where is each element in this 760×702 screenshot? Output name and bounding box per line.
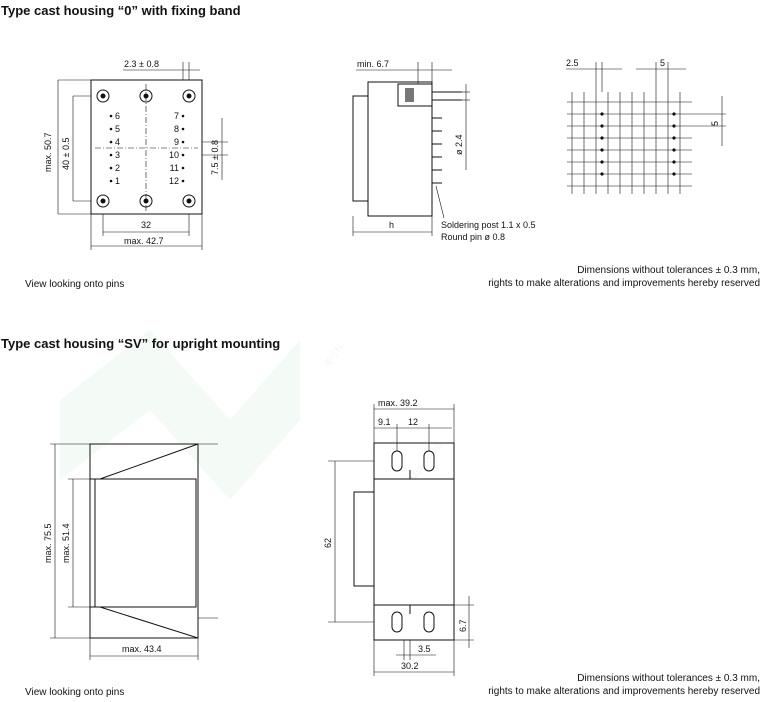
dim-sv-max-depth: max. 43.4 <box>122 644 162 654</box>
sv-bottom-flange <box>374 605 454 640</box>
pin-label-3: 3 <box>115 150 121 160</box>
dim-sv-max-height: max. 75.5 <box>43 523 53 563</box>
dim-pitch-b: 5 <box>710 120 720 126</box>
pin-label-10: 10 <box>168 150 179 160</box>
pin-label-12: 12 <box>168 176 179 186</box>
disclaimer-1-line1: Dimensions without tolerances ± 0.3 mm, <box>577 265 760 276</box>
pin-label-8: 8 <box>173 124 179 134</box>
sv-front-drawing <box>323 398 474 676</box>
dim-sv-base: 30.2 <box>401 661 419 671</box>
pin-label-11: 11 <box>169 163 179 173</box>
dim-sv-foot: 6.7 <box>458 619 468 632</box>
pin-label-5: 5 <box>115 124 121 134</box>
view-note-1: View looking onto pins <box>25 279 125 290</box>
dim-min: min. 6.7 <box>357 59 390 69</box>
post-label-2: Round pin ø 0.8 <box>441 232 506 242</box>
side-housing <box>368 82 432 216</box>
disclaimer-2-line2: rights to make alterations and improvements hereby reserved <box>488 686 760 697</box>
sv-side-inner <box>90 479 196 607</box>
heading-fixing-band: Type cast housing “0” with fixing band <box>1 3 241 18</box>
dim-pitch-a: 5 <box>660 58 666 68</box>
sv-slot-top-left <box>392 451 402 471</box>
pin-label-1: 1 <box>115 176 121 186</box>
pin-label-6: 6 <box>115 111 121 121</box>
sv-body <box>374 479 454 605</box>
grid-pin-dots <box>600 112 675 175</box>
sv-slot-bottom-right <box>424 612 434 632</box>
pin-label-9: 9 <box>173 137 179 147</box>
dim-h: h <box>389 220 395 230</box>
dim-pin-offset: 2.3 ± 0.8 <box>124 59 159 69</box>
dim-sv-max-width: max. 39.2 <box>378 398 418 408</box>
pin-label-2: 2 <box>115 163 121 173</box>
sv-top-flange <box>374 443 454 479</box>
soldering-post-head <box>398 84 432 106</box>
grid-drawing <box>566 58 726 194</box>
dim-pin-span: 32 <box>141 220 152 230</box>
dim-sv-height: 62 <box>323 537 333 548</box>
dim-sv-slot-small: 3.5 <box>418 644 431 654</box>
dim-pin-rows: 40 ± 0.5 <box>61 137 71 170</box>
dim-max-width: max. 42.7 <box>124 236 164 246</box>
pin-label-7: 7 <box>173 111 179 121</box>
sv-side-drawing <box>43 444 218 660</box>
dim-max-height: max. 50.7 <box>43 132 53 172</box>
dim-sv-inner-height: max. 51.4 <box>61 523 71 563</box>
grid-lines <box>567 92 692 194</box>
sv-slot-top-right <box>424 451 434 471</box>
view-note-2: View looking onto pins <box>25 687 125 698</box>
dim-row-gap: 7.5 ± 0.8 <box>210 140 220 175</box>
disclaimer-2-line1: Dimensions without tolerances ± 0.3 mm, <box>577 673 760 684</box>
heading-upright: Type cast housing “SV” for upright mounting <box>1 336 281 351</box>
post-label-1: Soldering post 1.1 x 0.5 <box>441 220 536 230</box>
sv-band <box>354 492 374 586</box>
side-view-drawing <box>353 59 536 242</box>
watermark-cn: 麦可科 <box>322 342 347 370</box>
dim-sv-slot-gap: 12 <box>408 417 419 427</box>
pin-label-4: 4 <box>115 137 121 147</box>
dim-post: ø 2.4 <box>454 134 464 155</box>
dim-pitch-small: 2.5 <box>566 58 579 68</box>
dim-sv-slot-offset: 9.1 <box>378 417 391 427</box>
watermark-en: Mycoltech <box>408 440 446 484</box>
disclaimer-1-line2: rights to make alterations and improvements hereby reserved <box>488 278 760 289</box>
side-band <box>353 96 368 201</box>
top-view-drawing <box>43 59 228 250</box>
sv-slot-bottom-left <box>392 612 402 632</box>
soldering-post-section <box>405 88 414 102</box>
